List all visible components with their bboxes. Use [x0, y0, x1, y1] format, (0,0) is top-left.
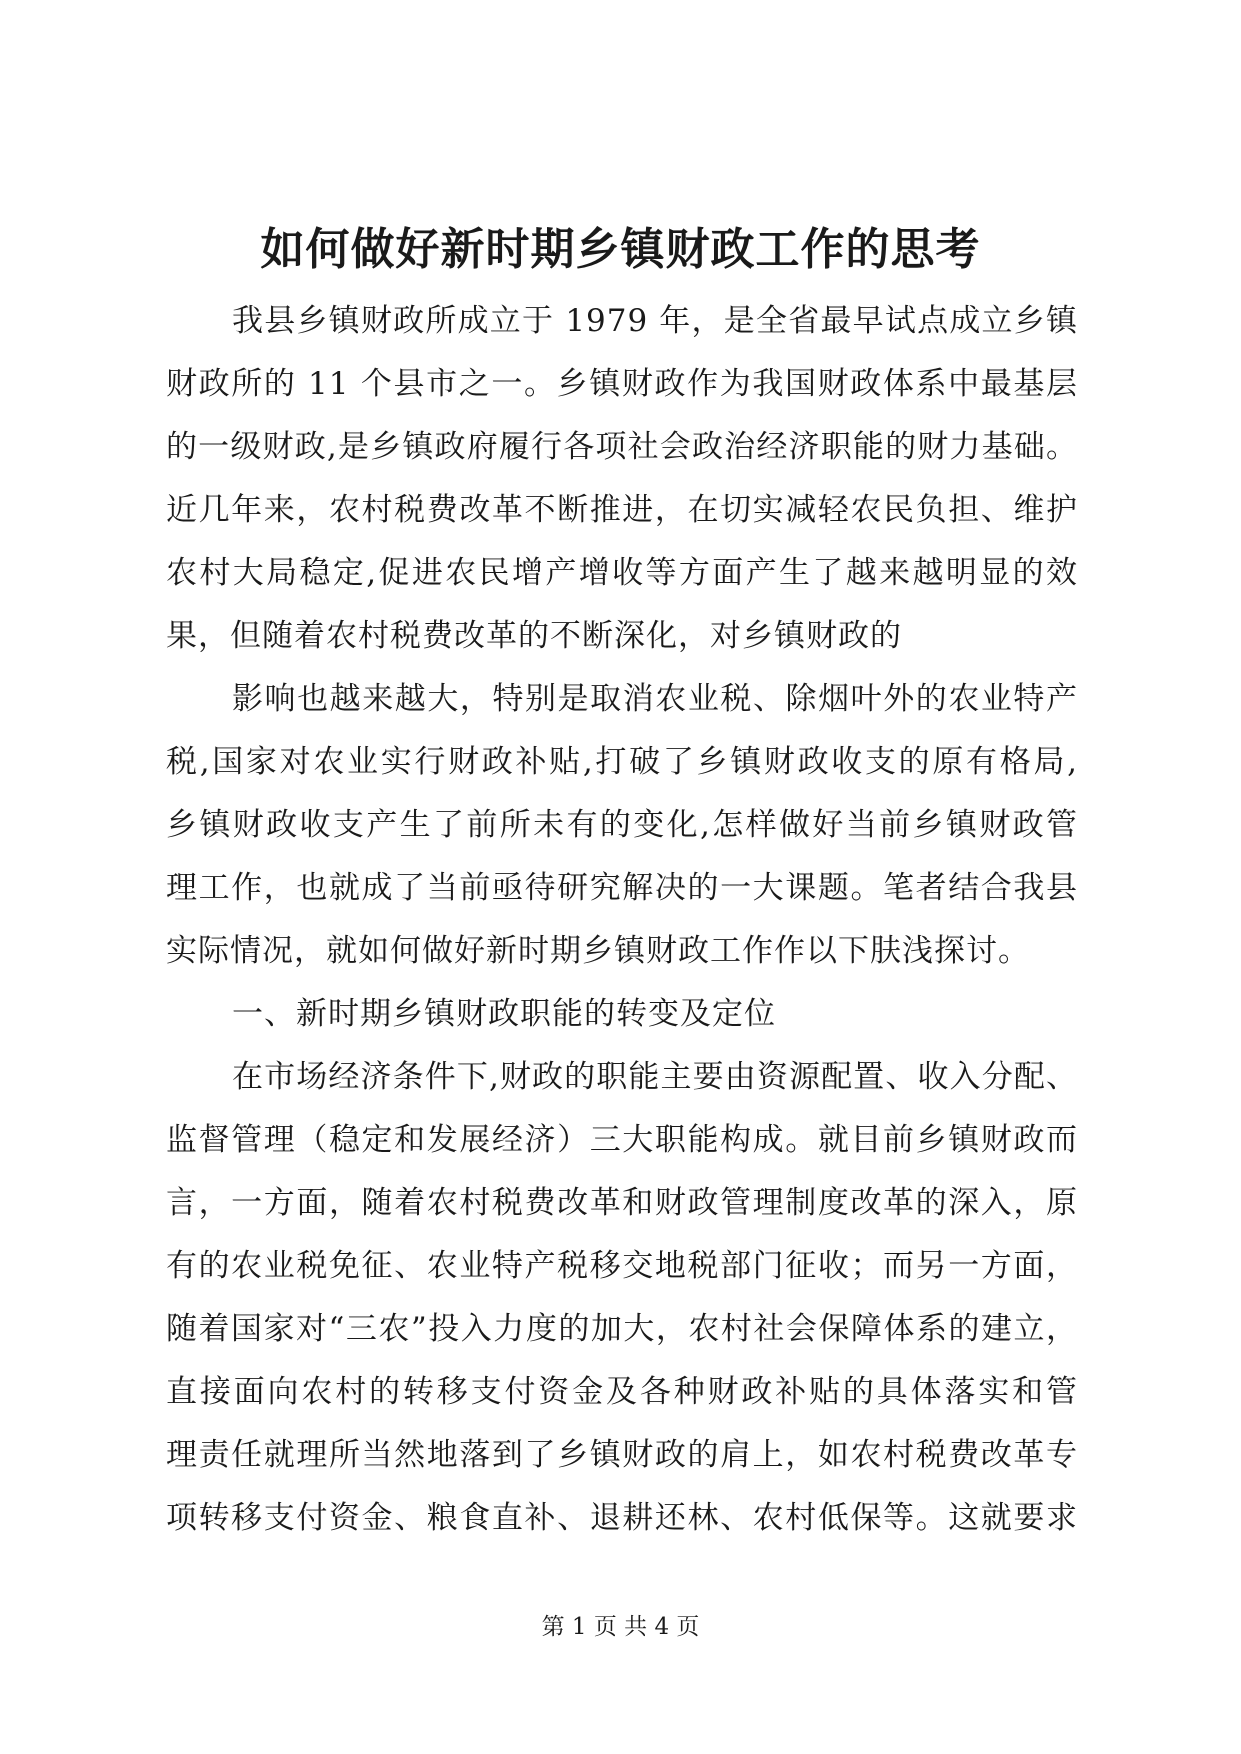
text-line: 影响也越来越大，特别是取消农业税、除烟叶外的农业特产: [232, 681, 1078, 717]
text-line: 随着国家对“三农”投入力度的加大，农村社会保障体系的建立，: [166, 1311, 1078, 1347]
text-line: 农村大局稳定,促进农民增产增收等方面产生了越来越明显的效: [166, 555, 1078, 591]
text-line: 在市场经济条件下,财政的职能主要由资源配置、收入分配、: [232, 1059, 1078, 1095]
document-body: [166, 290, 1078, 1550]
text-line: 税,国家对农业实行财政补贴,打破了乡镇财政收支的原有格局,: [166, 744, 1078, 780]
text-line: 言，一方面，随着农村税费改革和财政管理制度改革的深入，原: [166, 1185, 1078, 1221]
text-line: 监督管理（稳定和发展经济）三大职能构成。就目前乡镇财政而: [166, 1122, 1078, 1158]
text-line: 理工作，也就成了当前亟待研究解决的一大课题。笔者结合我县: [166, 870, 1078, 906]
text-line: 实际情况，就如何做好新时期乡镇财政工作作以下肤浅探讨。: [166, 933, 1030, 969]
text-line: 理责任就理所当然地落到了乡镇财政的肩上，如农村税费改革专: [166, 1437, 1078, 1473]
text-line: 乡镇财政收支产生了前所未有的变化,怎样做好当前乡镇财政管: [166, 807, 1078, 843]
document-title: 如何做好新时期乡镇财政工作的思考: [260, 224, 981, 275]
text-line: 果，但随着农村税费改革的不断深化，对乡镇财政的: [166, 618, 902, 654]
page-number-footer: 第 1 页 共 4 页: [541, 1614, 700, 1640]
text-line: 项转移支付资金、粮食直补、退耕还林、农村低保等。这就要求: [166, 1500, 1078, 1536]
text-line: 直接面向农村的转移支付资金及各种财政补贴的具体落实和管: [166, 1374, 1078, 1410]
text-line: 有的农业税免征、农业特产税移交地税部门征收；而另一方面，: [166, 1248, 1078, 1284]
text-line: 我县乡镇财政所成立于 1979 年，是全省最早试点成立乡镇: [232, 303, 1078, 339]
text-line: 财政所的 11 个县市之一。乡镇财政作为我国财政体系中最基层: [166, 366, 1078, 402]
text-line: 近几年来，农村税费改革不断推进，在切实减轻农民负担、维护: [166, 492, 1078, 528]
text-line: 的一级财政,是乡镇政府履行各项社会政治经济职能的财力基础。: [166, 429, 1078, 465]
section-heading: 一、新时期乡镇财政职能的转变及定位: [232, 996, 776, 1032]
